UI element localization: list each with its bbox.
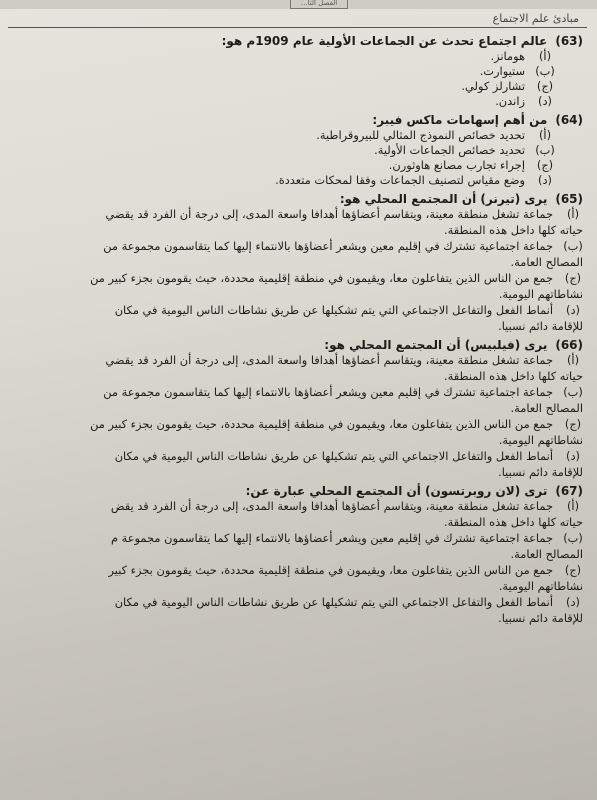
option-continuation: نشاطاتهم اليومية. (498, 287, 583, 301)
option-letter: (د) (566, 449, 580, 463)
option (0, 449, 583, 464)
option-continuation: المصالح العامة. (510, 547, 583, 561)
option (0, 385, 583, 400)
option-letter: (ب) (535, 64, 555, 78)
question-67 (0, 484, 583, 626)
option-text: جماعة تشغل منطقة معينة، ويتقاسم أعضاؤها أهدافا واسعة المدى، إلى درجة أن الفرد قد يقضي (105, 353, 553, 367)
option-text: جمع من الناس الذين يتفاعلون معا، ويقيمون في منطقة إقليمية محددة، حيث يقومون بجزء كبير من (90, 271, 553, 285)
question-number: (65) (555, 192, 583, 206)
option-letter: (ج) (564, 417, 582, 431)
question-number: (66) (555, 338, 583, 352)
question-64 (0, 113, 583, 188)
question-text: عالم اجتماع تحدث عن الجماعات الأولية عام 1909م هو: (221, 34, 548, 48)
option-text: جماعة تشغل منطقة معينة، ويتقاسم أعضاؤها أهدافا واسعة المدى، إلى درجة أن الفرد قد يقض (110, 499, 553, 513)
option (0, 353, 583, 368)
option-letter: (د) (538, 94, 552, 108)
question-stem (0, 484, 583, 499)
option-continuation: نشاطاتهم اليومية. (498, 579, 583, 593)
question-text: ترى (لان روبرتسون) أن المجتمع المحلي عبارة عن: (245, 484, 548, 498)
option (0, 49, 583, 64)
question-stem (0, 338, 583, 353)
header-rule (8, 27, 587, 28)
option (0, 64, 583, 79)
option-text: جماعة اجتماعية تشترك في إقليم معين ويشعر أعضاؤها بالانتماء إليها كما يتقاسمون مجموعة من (103, 239, 553, 253)
option-continuation: حياته كلها داخل هذه المنطقة. (444, 223, 583, 237)
question-text: من أهم إسهامات ماكس فيبر: (372, 113, 548, 127)
option-letter: (أ) (566, 353, 580, 367)
option (0, 595, 583, 610)
option-letter: (ج) (536, 79, 554, 93)
option-letter: (أ) (538, 49, 552, 63)
option-continuation: المصالح العامة. (510, 255, 583, 269)
option-text: أنماط الفعل والتفاعل الاجتماعي التي يتم تشكيلها عن طريق نشاطات الناس اليومية في مكان (114, 449, 553, 463)
question-stem (0, 113, 583, 128)
option (0, 417, 583, 432)
option-letter: (ب) (535, 143, 555, 157)
running-header: مبادئ علم الاجتماع (492, 12, 579, 25)
question-65 (0, 192, 583, 334)
option-text: جماعة اجتماعية تشترك في إقليم معين ويشعر أعضاؤها بالانتماء إليها كما يتقاسمون مجموعة من (103, 385, 553, 399)
option-continuation: للإقامة دائم نسبيا. (498, 465, 583, 479)
option (0, 94, 583, 109)
option-continuation: المصالح العامة. (510, 401, 583, 415)
option (0, 531, 583, 546)
question-stem (0, 34, 583, 49)
option-letter: (أ) (566, 207, 580, 221)
option-continuation: نشاطاتهم اليومية. (498, 433, 583, 447)
question-number: (67) (555, 484, 583, 498)
option-text: تحديد خصائص الجماعات الأولية. (374, 143, 525, 157)
option-text: زاندن. (495, 94, 525, 108)
option-text: وضع مقياس لتصنيف الجماعات وفقا لمحكات متعددة. (275, 173, 525, 187)
question-stem (0, 192, 583, 207)
option (0, 271, 583, 286)
option-continuation: حياته كلها داخل هذه المنطقة. (444, 369, 583, 383)
option-letter: (ج) (536, 158, 554, 172)
question-66 (0, 338, 583, 480)
option-text: أنماط الفعل والتفاعل الاجتماعي التي يتم تشكيلها عن طريق نشاطات الناس اليومية في مكان (114, 595, 553, 609)
option (0, 158, 583, 173)
option (0, 563, 583, 578)
option-text: أنماط الفعل والتفاعل الاجتماعي التي يتم تشكيلها عن طريق نشاطات الناس اليومية في مكان (114, 303, 553, 317)
option-letter: (د) (566, 303, 580, 317)
option (0, 207, 583, 222)
option-letter: (أ) (566, 499, 580, 513)
question-number: (64) (555, 113, 583, 127)
option (0, 173, 583, 188)
option (0, 499, 583, 514)
option-text: جماعة تشغل منطقة معينة، ويتقاسم أعضاؤها أهدافا واسعة المدى، إلى درجة أن الفرد قد يقضي (105, 207, 553, 221)
option-text: تحديد خصائص النموذج المثالي للبيروقراطية. (316, 128, 525, 142)
option-letter: (ب) (563, 239, 583, 253)
option (0, 303, 583, 318)
option-letter: (د) (566, 595, 580, 609)
option-text: إجراء تجارب مصانع هاوثورن. (388, 158, 525, 172)
option-letter: (ب) (563, 531, 583, 545)
question-text: يرى (فيلبيس) أن المجتمع المحلي هو: (324, 338, 548, 352)
option-continuation: للإقامة دائم نسبيا. (498, 611, 583, 625)
option-text: جمع من الناس الذين يتفاعلون معا، ويقيمون في منطقة إقليمية محددة، حيث يقومون بجزء كبير (108, 563, 553, 577)
questions-list (0, 34, 583, 630)
question-text: يرى (تيرنر) أن المجتمع المحلي هو: (339, 192, 548, 206)
option-letter: (ب) (563, 385, 583, 399)
section-tab: الفصل الثا... (290, 0, 348, 9)
question-number: (63) (555, 34, 583, 48)
option-text: جماعة اجتماعية تشترك في إقليم معين ويشعر أعضاؤها بالانتماء إليها كما يتقاسمون مجموعة م (110, 531, 553, 545)
option-letter: (أ) (538, 128, 552, 142)
option-text: تشارلز كولي. (461, 79, 525, 93)
option-text: جمع من الناس الذين يتفاعلون معا، ويقيمون في منطقة إقليمية محددة، حيث يقومون بجزء كبير من (90, 417, 553, 431)
option-continuation: للإقامة دائم نسبيا. (498, 319, 583, 333)
option (0, 128, 583, 143)
option-continuation: حياته كلها داخل هذه المنطقة. (444, 515, 583, 529)
option-text: ستيوارت. (479, 64, 525, 78)
option-letter: (د) (538, 173, 552, 187)
option (0, 239, 583, 254)
option-letter: (ج) (564, 271, 582, 285)
question-63 (0, 34, 583, 109)
option-text: هومانز. (490, 49, 525, 63)
option (0, 143, 583, 158)
option (0, 79, 583, 94)
option-letter: (ج) (564, 563, 582, 577)
